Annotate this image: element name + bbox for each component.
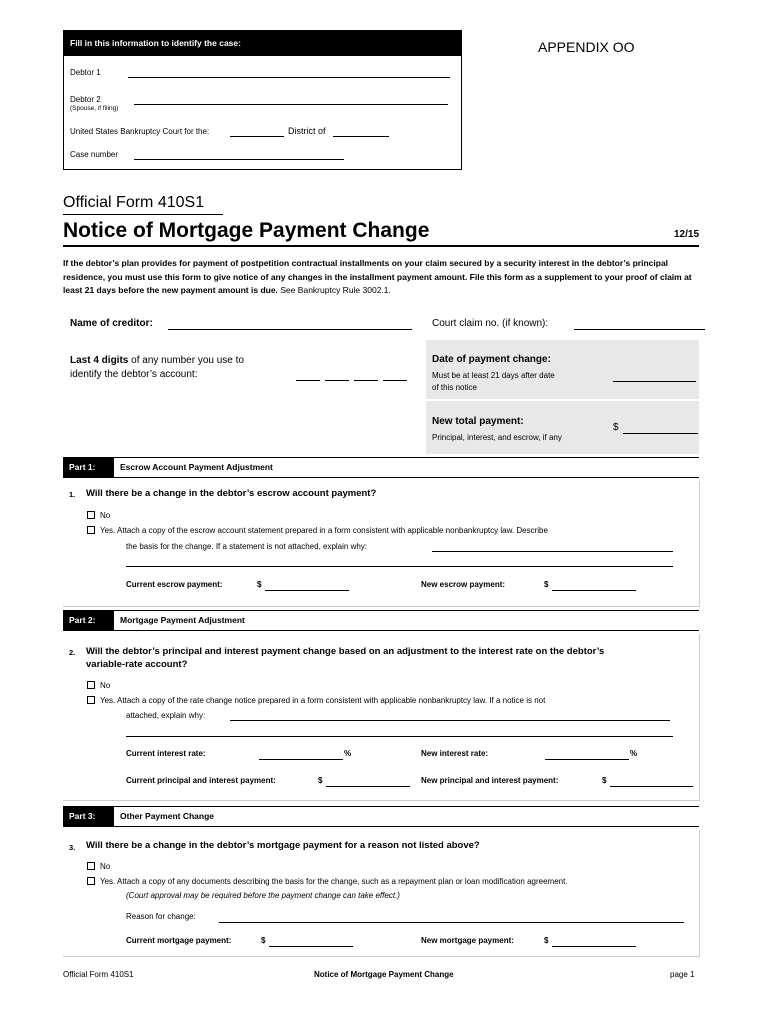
part3-question-number: 3. (69, 843, 76, 852)
debtor2-field[interactable] (134, 95, 448, 105)
current-rate-percent: % (344, 749, 352, 758)
last4-field-1[interactable] (296, 370, 320, 381)
new-escrow-field[interactable] (552, 581, 636, 591)
part1-yes-checkbox[interactable] (87, 526, 95, 534)
part3-option-yes (87, 877, 568, 886)
new-total-dollar: $ (613, 422, 619, 433)
new-escrow-label: New escrow payment: (421, 580, 506, 589)
payment-change-date-note (432, 370, 555, 394)
reason-label: Reason for change: (126, 912, 196, 921)
form-version: 12/15 (674, 229, 700, 240)
new-total-payment-label: New total payment: (432, 416, 524, 427)
part1-yes-line1: Yes. Attach a copy of the escrow account statement prepared in a form consistent with applicable nonbankruptcy law. Describe (100, 526, 548, 535)
intro-paragraph (63, 257, 703, 298)
part3-question: Will there be a change in the debtor’s mortgage payment for a reason not listed above? (86, 840, 480, 851)
date-note-line2: of this notice (432, 383, 477, 392)
footer-form-number: Official Form 410S1 (63, 970, 134, 979)
part2-label: Part 2: (63, 611, 114, 630)
part2-title: Mortgage Payment Adjustment (120, 615, 245, 625)
payment-change-date-field[interactable] (613, 370, 696, 382)
reason-field[interactable] (219, 913, 684, 923)
case-number-field[interactable] (134, 150, 344, 160)
part3-label: Part 3: (63, 807, 114, 826)
current-escrow-label: Current escrow payment: (126, 580, 223, 589)
court-claim-bold: Court claim no (432, 318, 497, 329)
part3-title: Other Payment Change (120, 811, 214, 821)
part3-yes-checkbox[interactable] (87, 877, 95, 885)
official-form-underline (63, 214, 223, 215)
part2-yes-line2: attached, explain why: (126, 711, 206, 720)
new-pi-label: New principal and interest payment: (421, 776, 559, 785)
last4-rest1: of any number you use to (128, 355, 244, 366)
part2-header (63, 610, 699, 631)
last4-bold: Last 4 digits (70, 355, 129, 366)
current-pi-field[interactable] (326, 777, 410, 787)
part1-explain-field-2[interactable] (126, 558, 673, 567)
case-number-label: Case number (70, 150, 119, 159)
current-escrow-field[interactable] (265, 581, 349, 591)
payment-change-date-label: Date of payment change: (432, 354, 551, 365)
part2-option-yes (87, 696, 545, 705)
intro-rule-text: See Bankruptcy Rule 3002.1. (280, 285, 391, 295)
new-mortgage-field[interactable] (552, 937, 636, 947)
creditor-name-field[interactable] (168, 319, 412, 330)
debtor1-field[interactable] (128, 68, 450, 78)
part1-option-yes (87, 526, 548, 535)
court-claim-label (432, 318, 548, 329)
part3-yes-line1: Yes. Attach a copy of any documents describing the basis for the change, such as a repayment plan or loan modification agreement. (100, 877, 568, 886)
part2-explain-field[interactable] (230, 712, 670, 721)
new-escrow-dollar: $ (544, 580, 549, 589)
part1-question: Will there be a change in the debtor’s escrow account payment? (86, 488, 377, 499)
date-note-line1: Must be at least 21 days after date (432, 371, 555, 380)
current-mortgage-field[interactable] (269, 937, 353, 947)
debtor2-sublabel: (Spouse, if filing) (70, 105, 119, 112)
court-claim-field[interactable] (574, 319, 705, 330)
new-total-payment-note: Principal, interest, and escrow, if any (432, 433, 562, 442)
part3-no-label: No (100, 862, 111, 871)
new-rate-percent: % (630, 749, 638, 758)
intro-bold-text: If the debtor’s plan provides for payment of postpetition contractual installments on your claim secured by a security interest in the debtor’s principal residence, you must use this form to give notice of any changes in the installment payment amount. File this form as a supplement to your proof of claim at least 21 days before the new payment amount is due. (63, 258, 692, 295)
case-info-header: Fill in this information to identify the case: (64, 31, 461, 56)
part2-yes-checkbox[interactable] (87, 696, 95, 704)
footer-page-number: page 1 (670, 970, 695, 979)
part2-explain-field-2[interactable] (126, 728, 673, 737)
part1-option-no (87, 511, 110, 520)
last4-field-2[interactable] (325, 370, 349, 381)
new-mortgage-dollar: $ (544, 936, 549, 945)
part1-explain-field[interactable] (432, 543, 673, 552)
part3-header (63, 806, 699, 827)
new-total-payment-field[interactable] (623, 423, 698, 434)
court-claim-rest: . (if known): (496, 318, 549, 329)
part1-header (63, 457, 699, 478)
part3-no-checkbox[interactable] (87, 862, 95, 870)
new-pi-field[interactable] (610, 777, 693, 787)
current-mortgage-dollar: $ (261, 936, 266, 945)
appendix-label: APPENDIX OO (538, 39, 635, 55)
title-rule (63, 245, 699, 247)
last4-field-4[interactable] (383, 370, 407, 381)
new-rate-field[interactable] (545, 750, 629, 760)
last4-label (70, 354, 244, 382)
part2-question-line2: variable-rate account? (86, 659, 188, 670)
last4-field-3[interactable] (354, 370, 378, 381)
part1-no-label: No (100, 511, 111, 520)
district-field[interactable] (333, 127, 389, 137)
current-mortgage-label: Current mortgage payment: (126, 936, 232, 945)
part2-no-label: No (100, 681, 111, 690)
part2-question (86, 645, 604, 671)
new-pi-dollar: $ (602, 776, 607, 785)
current-pi-label: Current principal and interest payment: (126, 776, 276, 785)
new-rate-label: New interest rate: (421, 749, 489, 758)
panel-divider (426, 399, 699, 401)
debtor2-label: Debtor 2 (70, 95, 101, 104)
creditor-name-label: Name of creditor: (70, 318, 153, 329)
part2-question-number: 2. (69, 648, 76, 657)
current-escrow-dollar: $ (257, 580, 262, 589)
current-pi-dollar: $ (318, 776, 323, 785)
debtor1-label: Debtor 1 (70, 68, 101, 77)
last4-rest2: identify the debtor’s account: (70, 369, 198, 380)
part3-yes-line2: (Court approval may be required before the payment change can take effect.) (126, 891, 400, 900)
part2-option-no (87, 681, 110, 690)
form-title: Notice of Mortgage Payment Change (63, 219, 430, 242)
part1-no-checkbox[interactable] (87, 511, 95, 519)
part2-question-line1: Will the debtor’s principal and interest payment change based on an adjustment to the interest rate on the debtor’s (86, 646, 605, 657)
part3-option-no (87, 862, 110, 871)
part2-no-checkbox[interactable] (87, 681, 95, 689)
new-mortgage-label: New mortgage payment: (421, 936, 514, 945)
current-rate-label: Current interest rate: (126, 749, 206, 758)
case-info-box (63, 30, 462, 170)
footer-title: Notice of Mortgage Payment Change (314, 970, 454, 979)
part1-yes-line2: the basis for the change. If a statement is not attached, explain why: (126, 542, 368, 551)
current-rate-field[interactable] (259, 750, 343, 760)
court-field[interactable] (230, 127, 284, 137)
part2-yes-line1: Yes. Attach a copy of the rate change notice prepared in a form consistent with applicable nonbankruptcy law. If a notice is not (100, 696, 546, 705)
official-form-number: Official Form 410S1 (63, 194, 205, 211)
part1-label: Part 1: (63, 458, 114, 477)
district-label: District of (288, 126, 326, 136)
part1-question-number: 1. (69, 490, 76, 499)
court-label: United States Bankruptcy Court for the: (70, 127, 210, 136)
part1-title: Escrow Account Payment Adjustment (120, 462, 273, 472)
